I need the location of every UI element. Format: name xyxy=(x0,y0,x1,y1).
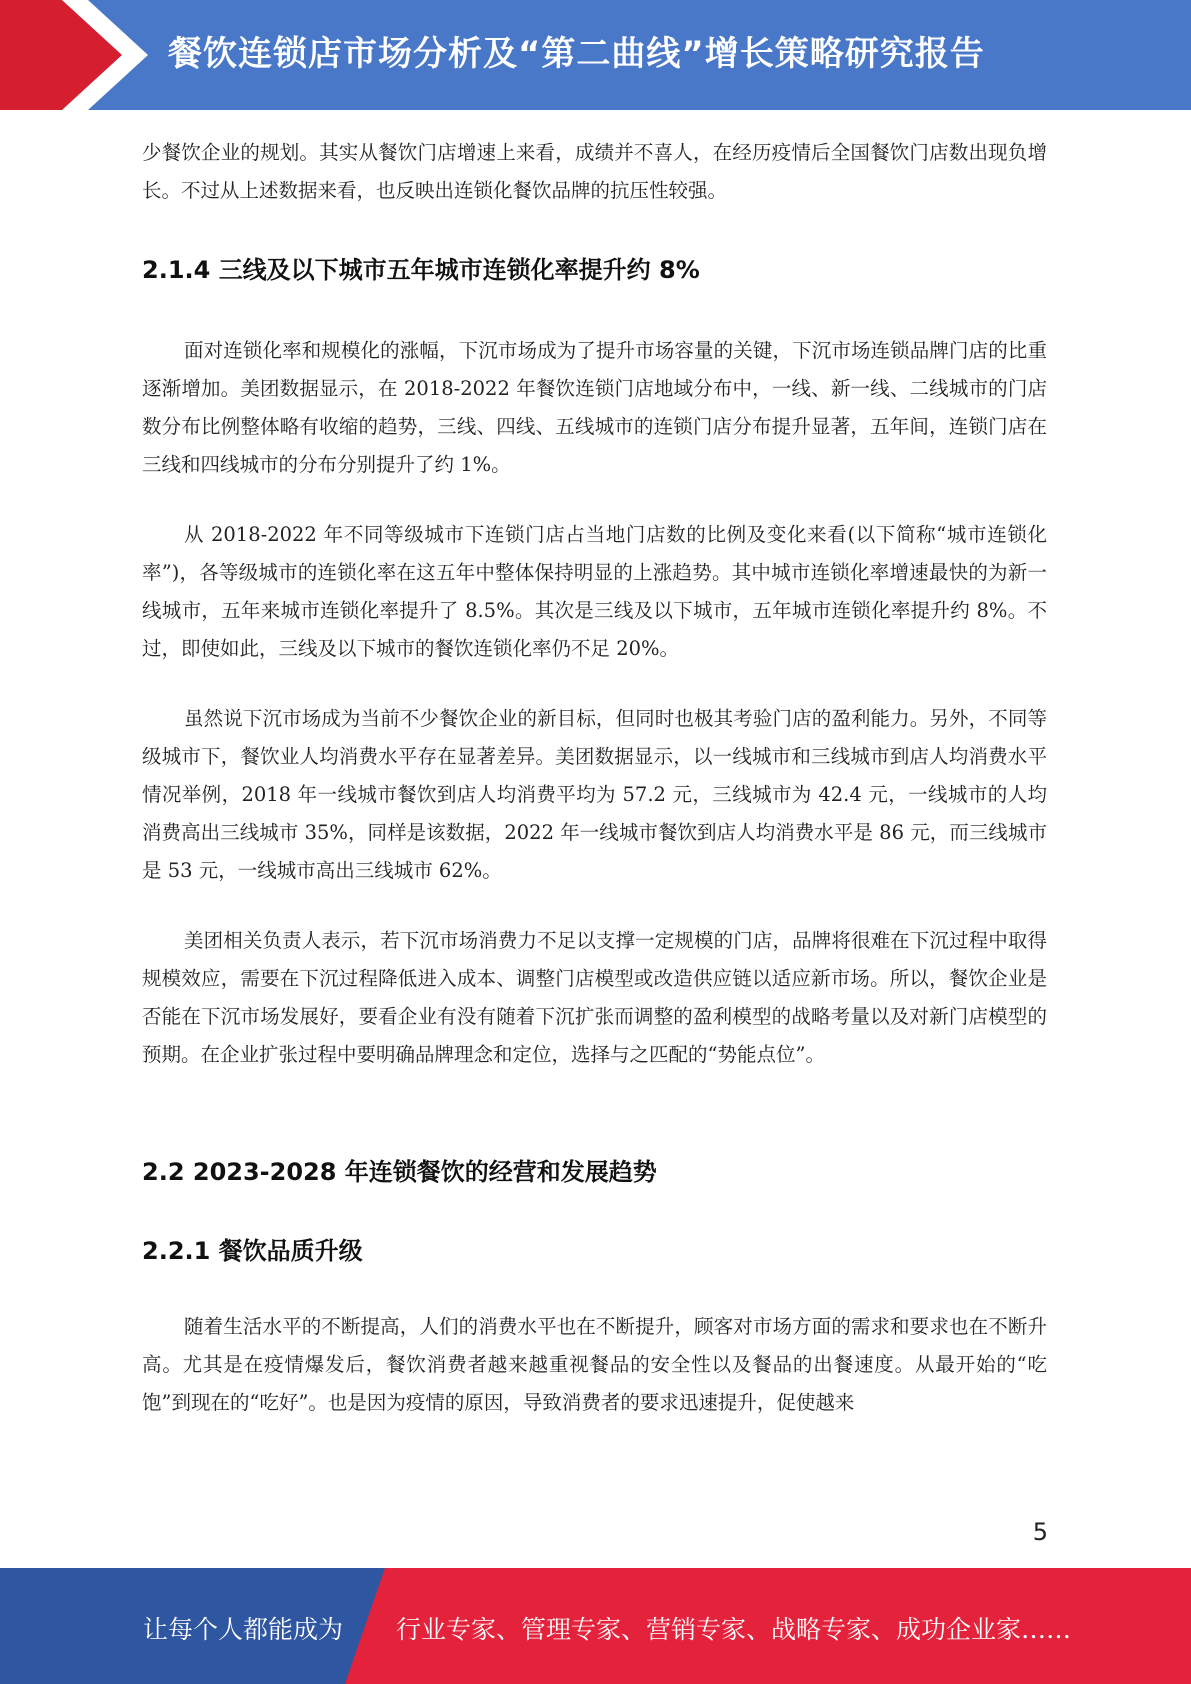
paragraph-continued: 少餐饮企业的规划。其实从餐饮门店增速上来看，成绩并不喜人，在经历疫情后全国餐饮门店数出现负增长。不过从上述数据来看，也反映出连锁化餐饮品牌的抗压性较强。 xyxy=(142,141,1047,202)
paragraph: 随着生活水平的不断提高，人们的消费水平也在不断提升，顾客对市场方面的需求和要求也在不断升高。尤其是在疫情爆发后，餐饮消费者越来越重视餐品的安全性以及餐品的出餐速度。从最开始的“吃饱”到现在的“吃好”。也是因为疫情的原因，导致消费者的要求迅速提升，促使越来 xyxy=(142,1315,1047,1414)
section-heading-2-2-1: 2.2.1 餐饮品质升级 xyxy=(142,1237,363,1265)
paragraph: 美团相关负责人表示，若下沉市场消费力不足以支撑一定规模的门店，品牌将很难在下沉过程中取得规模效应，需要在下沉过程降低进入成本、调整门店模型或改造供应链以适应新市场。所以，餐饮企业是否能在下沉市场发展好，要看企业有没有随着下沉扩张而调整的盈利模型的战略考量以及对新门店模型的预期。在企业扩张过程中要明确品牌理念和定位，选择与之匹配的“势能点位”。 xyxy=(142,929,1047,1066)
footer-slogan-right: 行业专家、管理专家、营销专家、战略专家、成功企业家…… xyxy=(396,1615,1072,1644)
section-heading-2-2: 2.2 2023-2028 年连锁餐饮的经营和发展趋势 xyxy=(142,1158,657,1186)
page-number: 5 xyxy=(1032,1518,1048,1546)
page-header xyxy=(0,0,1191,110)
header-arrow-decoration xyxy=(0,0,160,110)
page-footer xyxy=(0,1568,1191,1684)
paragraph: 面对连锁化率和规模化的涨幅，下沉市场成为了提升市场容量的关键，下沉市场连锁品牌门店的比重逐渐增加。美团数据显示，在 2018-2022 年餐饮连锁门店地域分布中，一线、新一线、二线城市的门店数分布比例整体略有收缩的趋势，三线、四线、五线城市的连锁门店分布提升显著，五年间，连锁门店在三线和四线城市的分布分别提升了约 1%。 xyxy=(142,339,1047,476)
section-heading-2-1-4: 2.1.4 三线及以下城市五年城市连锁化率提升约 8% xyxy=(142,256,700,284)
page-content xyxy=(142,130,1047,1422)
footer-slogan-left: 让每个人都能成为 xyxy=(143,1615,344,1644)
paragraph: 虽然说下沉市场成为当前不少餐饮企业的新目标，但同时也极其考验门店的盈利能力。另外，不同等级城市下，餐饮业人均消费水平存在显著差异。美团数据显示，以一线城市和三线城市到店人均消费水平情况举例，2018 年一线城市餐饮到店人均消费平均为 57.2 元，三线城市为 42.4 元，一线城市的人均消费高出三线城市 35%，同样是该数据，2022 年一线城市餐饮到店人均消费水平是 86 元，而三线城市是 53 元，一线城市高出三线城市 62%。 xyxy=(142,707,1047,882)
report-title: 餐饮连锁店市场分析及“第二曲线”增长策略研究报告 xyxy=(168,34,985,74)
paragraph: 从 2018-2022 年不同等级城市下连锁门店占当地门店数的比例及变化来看(以下简称“城市连锁化率”)，各等级城市的连锁化率在这五年中整体保持明显的上涨趋势。其中城市连锁化率增速最快的为新一线城市，五年来城市连锁化率提升了 8.5%。其次是三线及以下城市，五年城市连锁化率提升约 8%。不过，即使如此，三线及以下城市的餐饮连锁化率仍不足 20%。 xyxy=(142,523,1047,660)
